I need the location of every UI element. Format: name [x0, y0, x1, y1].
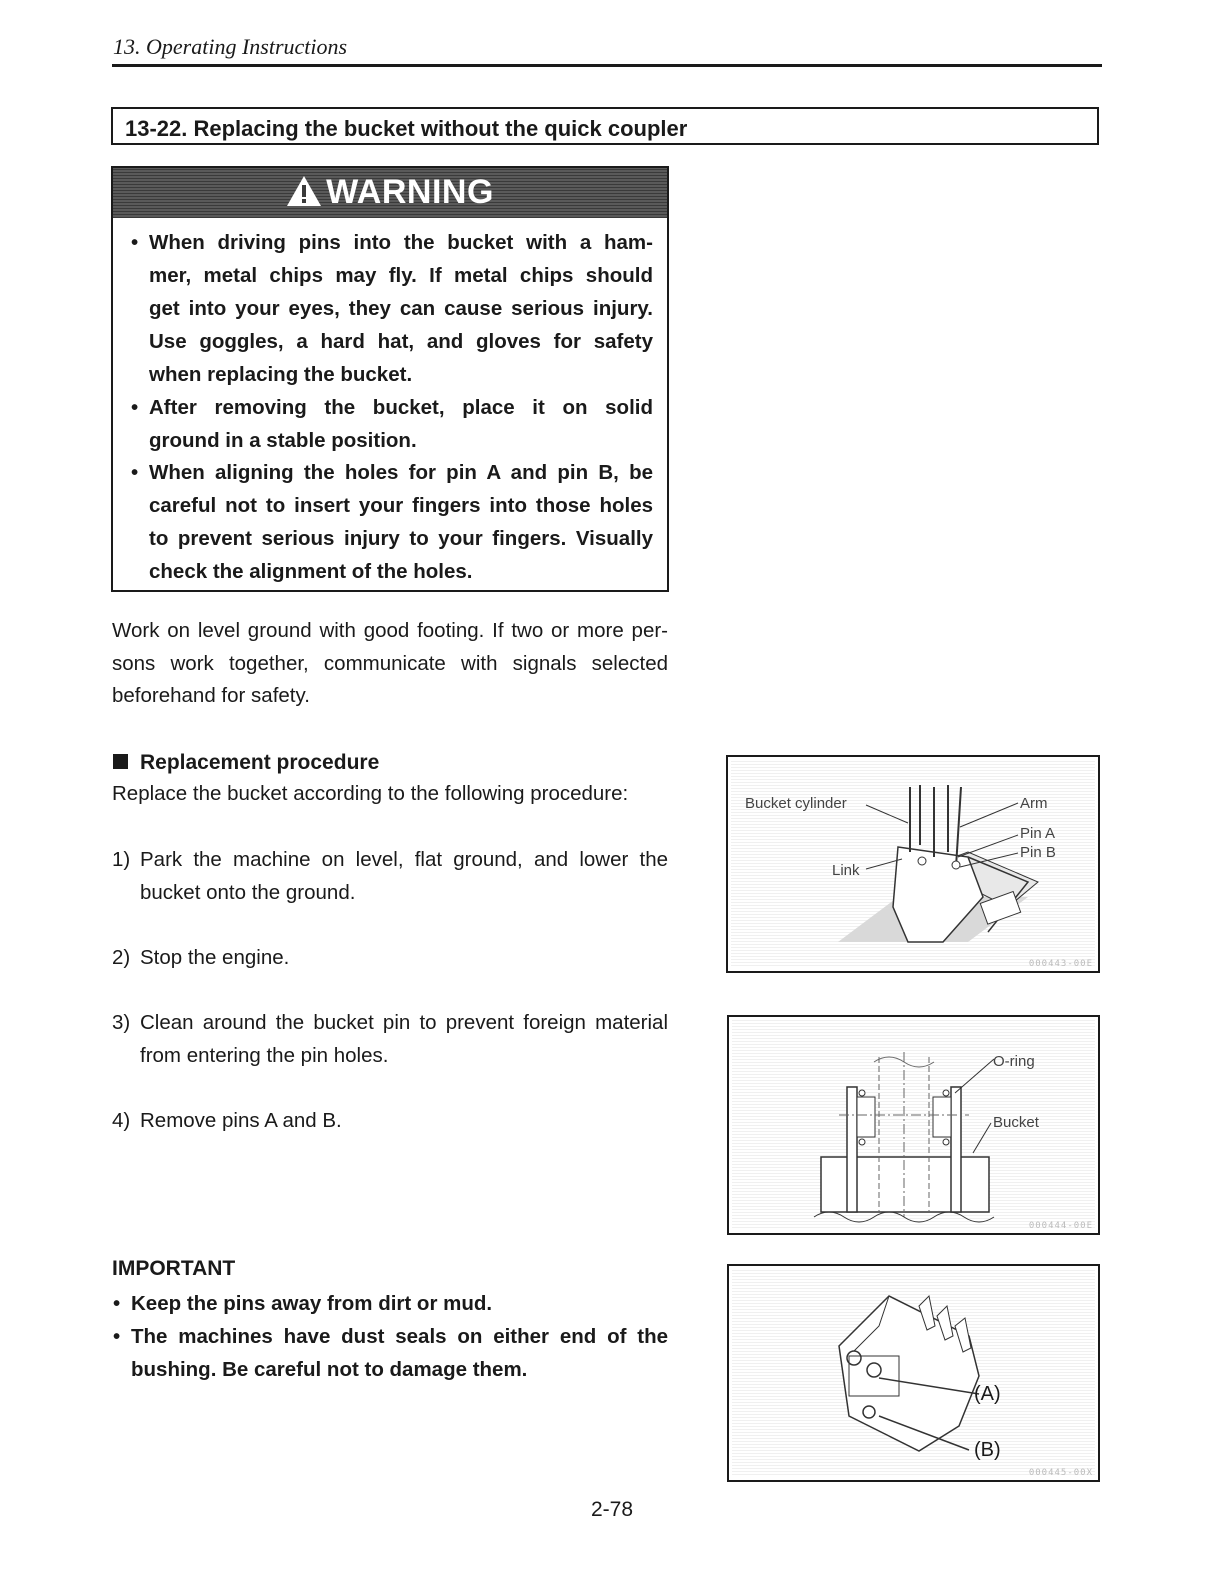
bullet-dot: • — [113, 1292, 121, 1315]
warning-title-text: WARNING — [326, 173, 494, 211]
warning-title — [113, 173, 667, 212]
warning-line: When aligning the holes for pin A and pin B, be — [149, 461, 653, 484]
intro-line: sons work together, communicate with signals selected — [112, 651, 668, 675]
label-bucket-cylinder: Bucket cylinder — [745, 795, 847, 812]
label-bucket: Bucket — [993, 1114, 1039, 1131]
bullet-dot: • — [131, 396, 139, 419]
header-rule — [112, 64, 1102, 67]
important-line: bushing. Be careful not to damage them. — [131, 1358, 528, 1381]
label-pin-a: Pin A — [1020, 825, 1056, 842]
figure-bucket-linkage — [726, 755, 1100, 973]
figure-bucket-pins — [727, 1264, 1100, 1482]
bullet-dot: • — [131, 231, 139, 254]
warning-line: check the alignment of the holes. — [149, 560, 473, 583]
warning-box — [111, 166, 669, 592]
warning-bullet — [131, 391, 653, 457]
intro-line: Work on level ground with good footing. If two or more per- — [112, 619, 668, 642]
step-item — [112, 844, 668, 909]
warning-line: After removing the bucket, place it on solid — [149, 396, 653, 419]
warning-bullet — [131, 456, 653, 588]
procedure-lead: Replace the bucket according to the following procedure: — [112, 782, 629, 805]
step-line: Remove pins A and B. — [140, 1109, 342, 1132]
page-number: 2-78 — [590, 1498, 634, 1521]
section-title-box — [111, 107, 1099, 145]
important-line: Keep the pins away from dirt or mud. — [131, 1292, 493, 1315]
bullet-dot: • — [131, 461, 139, 484]
bucket-linkage-illustration — [728, 757, 1098, 971]
step-line: bucket onto the ground. — [140, 880, 356, 904]
procedure-heading — [113, 751, 379, 775]
bullet-dot: • — [113, 1325, 121, 1348]
label-link: Link — [832, 862, 860, 879]
figure-o-ring — [727, 1015, 1100, 1235]
step-line: Park the machine on level, flat ground, and lower the — [140, 848, 668, 871]
procedure-heading-text: Replacement procedure — [140, 751, 380, 774]
important-bullet — [113, 1287, 668, 1320]
important-title: IMPORTANT — [112, 1257, 236, 1280]
label-arm: Arm — [1020, 795, 1048, 812]
intro-line: beforehand for safety. — [112, 684, 310, 707]
step-number: 3) — [112, 1011, 131, 1034]
label-pin-b-callout: (B) — [974, 1439, 1001, 1461]
o-ring-illustration — [729, 1017, 1098, 1233]
label-pin-b: Pin B — [1020, 844, 1056, 861]
section-title: 13-22. Replacing the bucket without the quick coupler — [125, 116, 688, 141]
intro-paragraph — [112, 615, 668, 713]
important-bullet — [113, 1320, 668, 1386]
chapter-header: 13. Operating Instructions — [113, 34, 348, 59]
warning-line: mer, metal chips may fly. If metal chips should — [149, 264, 653, 287]
bucket-pins-illustration — [729, 1266, 1098, 1480]
label-o-ring: O-ring — [993, 1053, 1035, 1070]
warning-bullet — [131, 226, 653, 391]
label-pin-a-callout: (A) — [974, 1383, 1001, 1405]
step-number: 4) — [112, 1109, 131, 1132]
warning-line: Use goggles, a hard hat, and gloves for safety — [149, 330, 653, 353]
step-number: 2) — [112, 946, 131, 969]
figure-code: 000443-00E — [1028, 959, 1093, 969]
warning-triangle-icon — [286, 175, 322, 207]
step-item — [112, 1105, 668, 1138]
warning-line: careful not to insert your fingers into those holes — [149, 494, 653, 517]
square-bullet-icon — [113, 754, 128, 769]
figure-code: 000445-00X — [1028, 1468, 1093, 1478]
warning-line: to prevent serious injury to your fingers. Visually — [149, 527, 653, 550]
warning-line: ground in a stable position. — [149, 429, 417, 452]
step-line: Stop the engine. — [140, 946, 290, 969]
step-item — [112, 1007, 668, 1072]
warning-line: When driving pins into the bucket with a ham- — [149, 231, 653, 254]
step-line: Clean around the bucket pin to prevent foreign material — [140, 1011, 668, 1034]
warning-line: when replacing the bucket. — [149, 363, 413, 386]
step-number: 1) — [112, 848, 131, 871]
warning-line: get into your eyes, they can cause serious injury. — [149, 297, 653, 320]
figure-code: 000444-00E — [1028, 1221, 1093, 1231]
important-line: The machines have dust seals on either end of the — [131, 1325, 668, 1348]
step-item — [112, 942, 668, 975]
step-line: from entering the pin holes. — [140, 1043, 389, 1067]
